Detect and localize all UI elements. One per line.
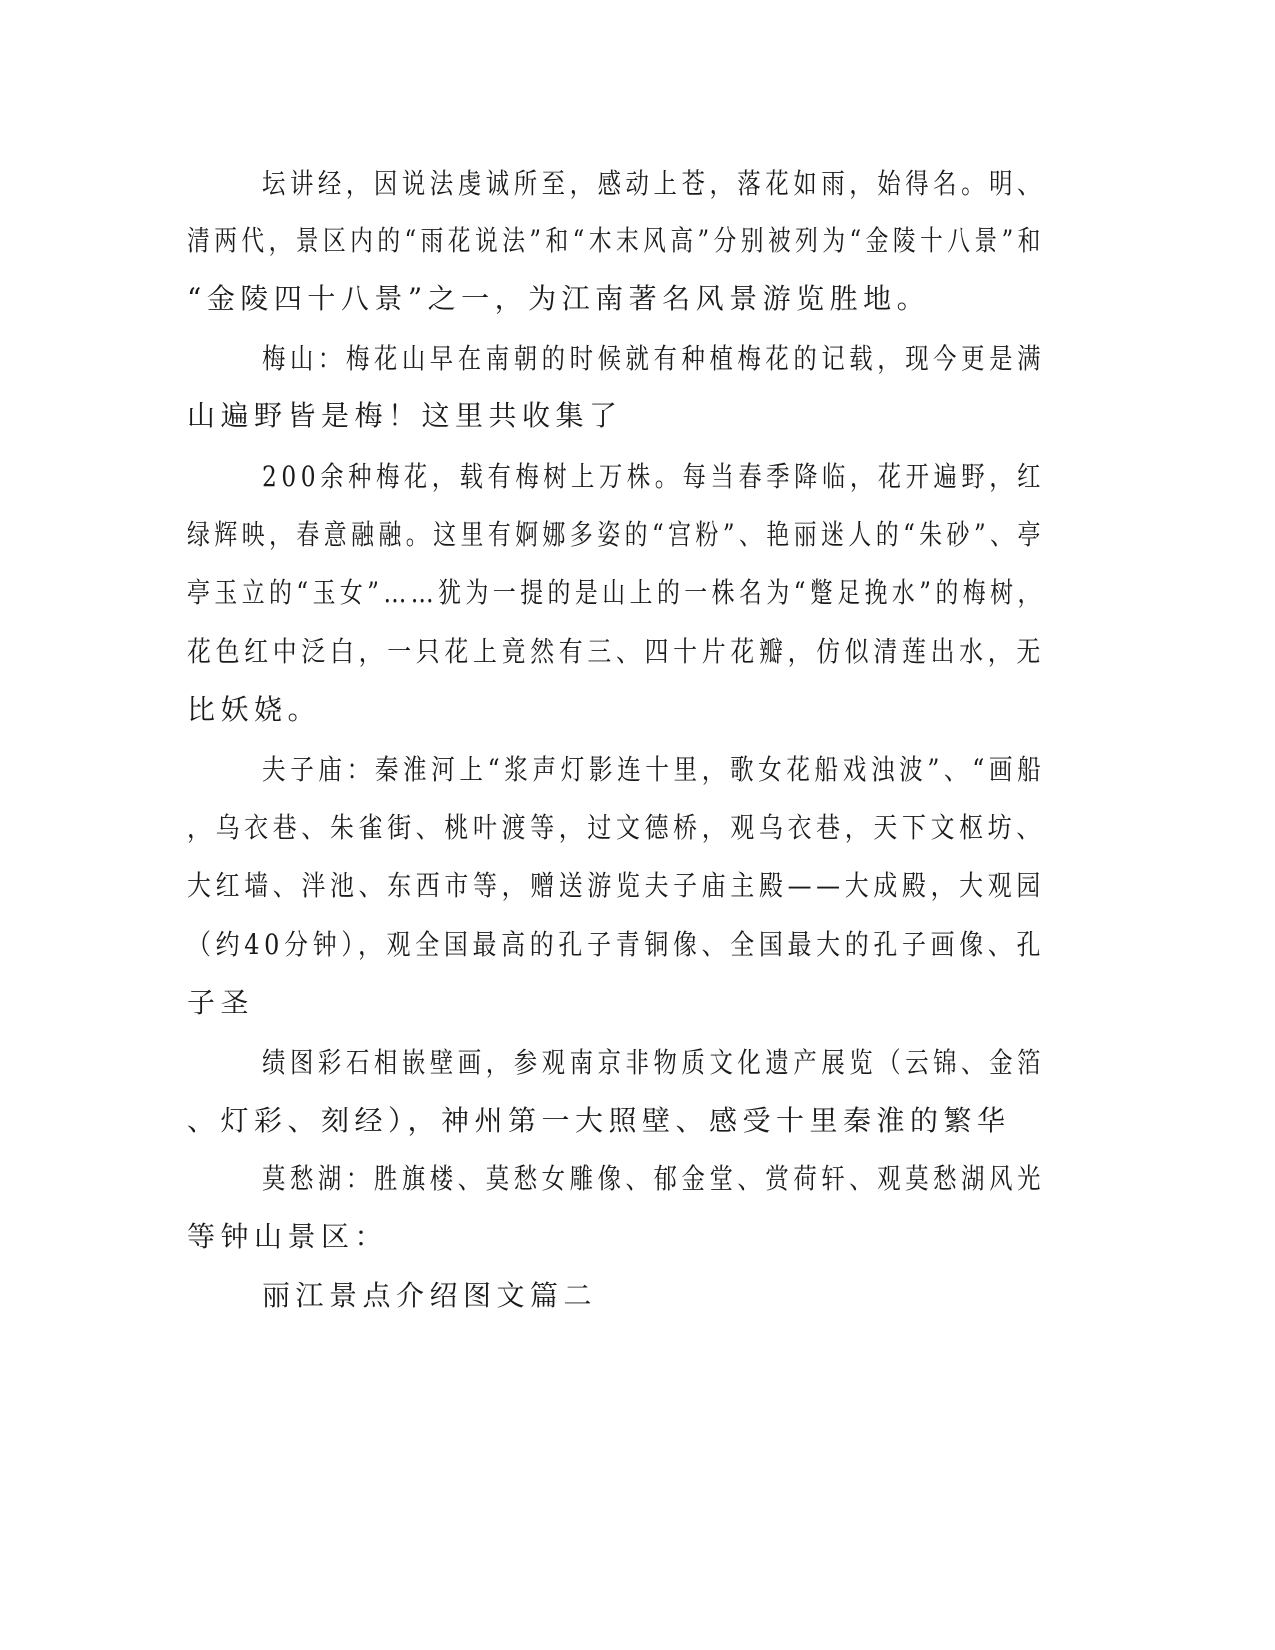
- paragraph-line: ，乌衣巷、朱雀街、桃叶渡等，过文德桥，观乌衣巷，天下文枢坊、: [187, 811, 1045, 844]
- paragraph-line: 200余种梅花，载有梅树上万株。每当春季降临，花开遍野，红: [262, 460, 1045, 493]
- paragraph-line: 等钟山景区：: [187, 1220, 389, 1253]
- paragraph-line: 坛讲经，因说法虔诚所至，感动上苍，落花如雨，始得名。明、: [262, 167, 1046, 200]
- paragraph-line: 梅山：梅花山早在南朝的时候就有种植梅花的记载，现今更是满: [262, 342, 1046, 375]
- section-heading: 丽江景点介绍图文篇二: [262, 1279, 598, 1312]
- paragraph-line: “金陵四十八景”之一，为江南著名风景游览胜地。: [187, 282, 931, 315]
- paragraph-line: 绿辉映，春意融融。这里有婀娜多姿的“宫粉”、艳丽迷人的“朱砂”、亭: [187, 518, 1045, 551]
- paragraph-line: 花色红中泛白，一只花上竟然有三、四十片花瓣，仿似清莲出水，无: [187, 635, 1045, 668]
- paragraph-line: 夫子庙：秦淮河上“浆声灯影连十里，歌女花船戏浊波”、“画船: [262, 753, 1046, 786]
- paragraph-line: 子圣: [187, 986, 255, 1019]
- paragraph-line: 、灯彩、刻经），神州第一大照壁、感受十里秦淮的繁华: [187, 1104, 1011, 1137]
- paragraph-line: 山遍野皆是梅！这里共收集了: [187, 399, 623, 432]
- paragraph-line: 清两代，景区内的“雨花说法”和“木末风高”分别被列为“金陵十八景”和: [187, 224, 1045, 257]
- paragraph-line: 比妖娆。: [187, 693, 322, 726]
- paragraph-line: 绩图彩石相嵌壁画，参观南京非物质文化遗产展览（云锦、金箔: [262, 1046, 1046, 1079]
- paragraph-line: 大红墙、泮池、东西市等，赠送游览夫子庙主殿——大成殿，大观园: [187, 869, 1045, 902]
- paragraph-line: 莫愁湖：胜旗楼、莫愁女雕像、郁金堂、赏荷轩、观莫愁湖风光: [262, 1162, 1046, 1195]
- paragraph-line: 亭玉立的“玉女”……犹为一提的是山上的一株名为“蹩足挽水”的梅树，: [187, 576, 1045, 609]
- paragraph-line: （约40分钟），观全国最高的孔子青铜像、全国最大的孔子画像、孔: [187, 928, 1046, 961]
